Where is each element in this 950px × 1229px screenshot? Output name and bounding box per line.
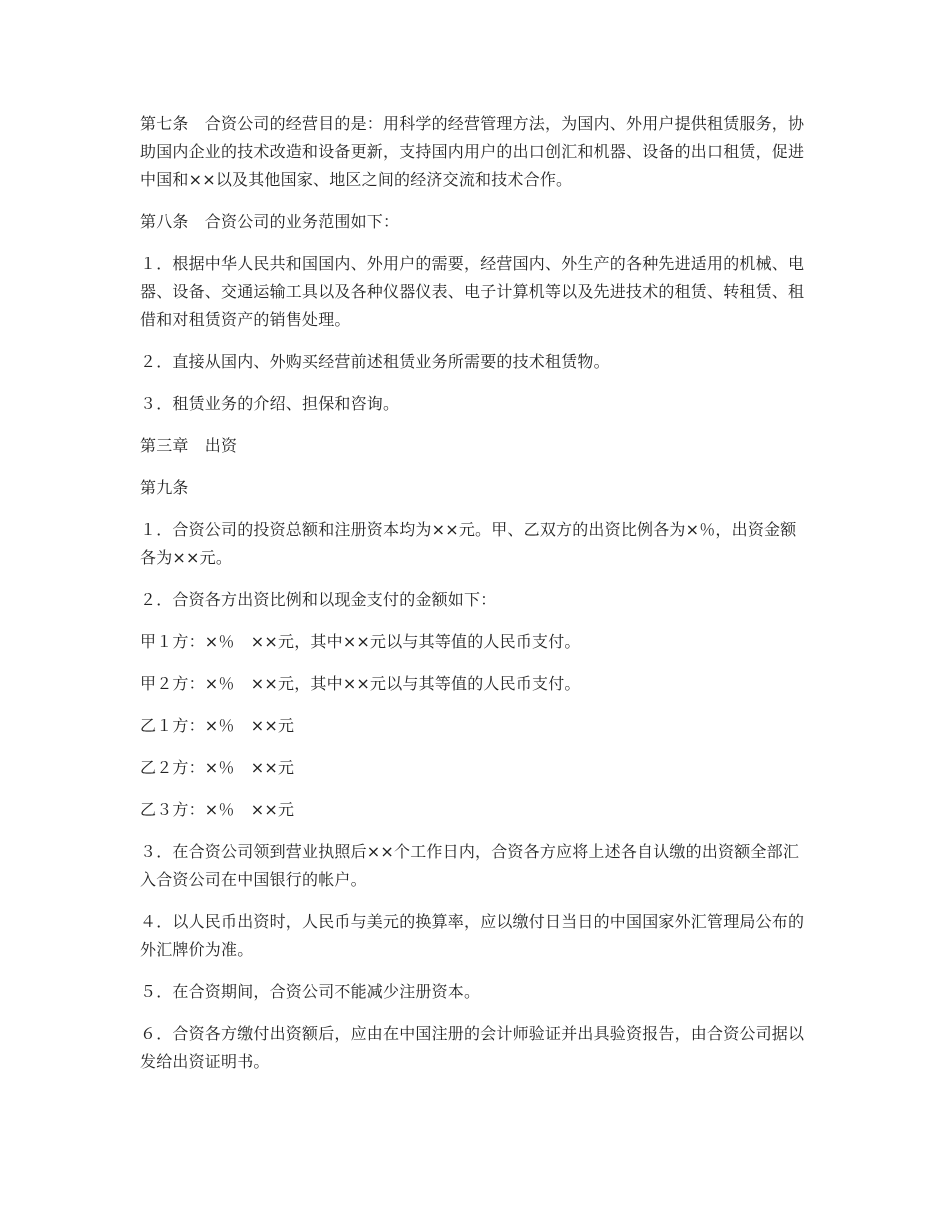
article-9-item-1: １．合资公司的投资总额和注册资本均为××元。甲、乙双方的出资比例各为×％，出资金额各为××元。 [140,520,797,567]
article-9-item-2: ２．合资各方出资比例和以现金支付的金额如下： [140,590,497,609]
article-9-item-4: ４．以人民币出资时，人民币与美元的换算率，应以缴付日当日的中国国家外汇管理局公布的外汇牌价为准。 [140,912,805,959]
party-b1-contribution: 乙１方：×％ ××元 [140,716,295,735]
party-a2-contribution: 甲２方：×％ ××元，其中××元以与其等值的人民币支付。 [140,674,581,693]
article-7-paragraph: 第七条 合资公司的经营目的是：用科学的经营管理方法，为国内、外用户提供租赁服务，协助国内企业的技术改造和设备更新，支持国内用户的出口创汇和机器、设备的出口租赁，促进中国和××以及其他国家、地区之间的经济交流和技术合作。 [140,114,805,189]
article-8-item-3: ３．租赁业务的介绍、担保和咨询。 [140,394,400,413]
party-b2-contribution: 乙２方：×％ ××元 [140,758,295,777]
article-8-item-2: ２．直接从国内、外购买经营前述租赁业务所需要的技术租赁物。 [140,352,610,371]
article-8-heading: 第八条 合资公司的业务范围如下： [140,212,400,231]
article-9-item-3: ３．在合资公司领到营业执照后××个工作日内，合资各方应将上述各自认缴的出资额全部汇入合资公司在中国银行的帐户。 [140,842,800,889]
party-a1-contribution: 甲１方：×％ ××元，其中××元以与其等值的人民币支付。 [140,632,581,651]
party-b3-contribution: 乙３方：×％ ××元 [140,800,295,819]
article-8-item-1: １．根据中华人民共和国国内、外用户的需要，经营国内、外生产的各种先进适用的机械、电器、设备、交通运输工具以及各种仪器仪表、电子计算机等以及先进技术的租赁、转租赁、租借和对租赁资产的销售处理。 [140,254,805,329]
article-9-heading: 第九条 [140,478,189,497]
article-9-item-5: ５．在合资期间，合资公司不能减少注册资本。 [140,982,481,1001]
article-9-item-6: ６．合资各方缴付出资额后，应由在中国注册的会计师验证并出具验资报告，由合资公司据以发给出资证明书。 [140,1024,805,1071]
document-body [140,110,812,1090]
chapter-3-heading: 第三章 出资 [140,436,238,455]
